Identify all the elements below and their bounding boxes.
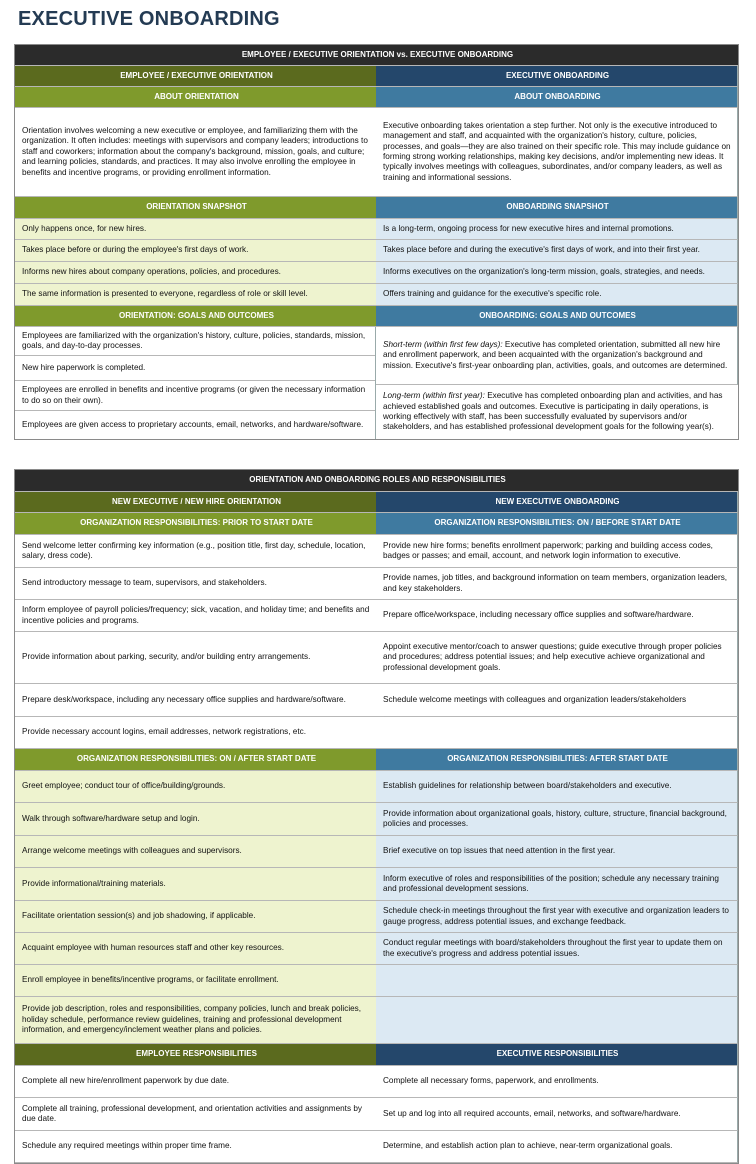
section-onboarding-snapshot: ONBOARDING SNAPSHOT xyxy=(376,197,738,219)
table-row: Inform employee of payroll policies/frequency; sick, vacation, and holiday time; and benefits and incentive policies and programs. xyxy=(15,600,376,632)
orientation-vs-onboarding-table xyxy=(14,44,739,440)
goals-left-list xyxy=(15,327,376,439)
table-row: Conduct regular meetings with board/stakeholders throughout the first year to update them on the executive's progress and address potential issues. xyxy=(376,933,738,965)
table-row: Set up and log into all required accounts, email, networks, and software/hardware. xyxy=(376,1098,738,1131)
table-row: The same information is presented to everyone, regardless of role or skill level. xyxy=(15,284,376,306)
short-term-label: Short-term (within first few days): xyxy=(383,339,503,349)
section-employee-responsibilities: EMPLOYEE RESPONSIBILITIES xyxy=(15,1044,376,1066)
table-row: Provide informational/training materials. xyxy=(15,868,376,901)
table-row xyxy=(376,717,738,749)
list-item: Employees are enrolled in benefits and incentive programs (or given the necessary information to do so on their own). xyxy=(15,381,375,411)
section-orientation-goals: ORIENTATION: GOALS AND OUTCOMES xyxy=(15,306,376,327)
table-row: Complete all training, professional development, and orientation activities and assignments by due date. xyxy=(15,1098,376,1131)
section-before-start: ORGANIZATION RESPONSIBILITIES: ON / BEFORE START DATE xyxy=(376,513,738,535)
about-orientation-text: Orientation involves welcoming a new executive or employee, and familiarizing them with the organization. It often includes: meetings with supervisors and company leaders; introductions to staff and coworkers; information about the company's background, mission, goals, and culture; and learning policies, standards, and practices. It may also involve enrolling the employee in benefits and incentive programs, or providing enrollment information. xyxy=(15,108,376,197)
about-onboarding-text: Executive onboarding takes orientation a step further. Not only is the executive introduced to management and staff, and acquainted with the organization's history, culture, policies, processes, and goals—they are also trained on their specific role. This may include guidance on forming strong working relationships, making key decisions, and/or implementing new ideas. It typically involves meetings with colleagues, subordinates, and/or company leaders, as well as training and informational sessions. xyxy=(376,108,738,197)
table-row: Schedule check-in meetings throughout the first year with executive and organization leaders to gauge progress, address potential issues, and exchange feedback. xyxy=(376,901,738,933)
table-row: Provide job description, roles and responsibilities, company policies, lunch and break policies, holiday schedule, performance review guidelines, training and professional development information, and emergency/inclement weather plans and policies. xyxy=(15,997,376,1044)
table-row: Provide information about parking, security, and/or building entry arrangements. xyxy=(15,632,376,684)
table-row: Is a long-term, ongoing process for new executive hires and internal promotions. xyxy=(376,219,738,240)
table-row: Complete all necessary forms, paperwork, and enrollments. xyxy=(376,1066,738,1098)
section-executive-responsibilities: EXECUTIVE RESPONSIBILITIES xyxy=(376,1044,738,1066)
table-row: Complete all new hire/enrollment paperwork by due date. xyxy=(15,1066,376,1098)
long-term-text: Executive has completed onboarding plan and activities, and has achieved established goals and outcomes. Executive is participating in daily operations, is working effectively with staff, has been successfully evaluated by supervisors and/or stakeholders, and has established professional development goals for the following year(s). xyxy=(383,391,723,432)
section-onboarding-goals: ONBOARDING: GOALS AND OUTCOMES xyxy=(376,306,738,327)
table-row: Send welcome letter confirming key information (e.g., position title, first day, schedule, location, salary, dress code). xyxy=(15,535,376,568)
table-row: Prepare office/workspace, including necessary office supplies and software/hardware. xyxy=(376,600,738,632)
table-row: Acquaint employee with human resources staff and other key resources. xyxy=(15,933,376,965)
goals-long-term xyxy=(376,385,738,439)
table-row: Inform executive of roles and responsibilities of the position; schedule any necessary training and professional development sessions. xyxy=(376,868,738,901)
goals-right-list xyxy=(376,327,738,439)
goals-short-term xyxy=(376,327,738,385)
list-item: Employees are given access to proprietary accounts, email, networks, and hardware/software. xyxy=(15,411,375,439)
section-orientation-snapshot: ORIENTATION SNAPSHOT xyxy=(15,197,376,219)
roles-responsibilities-table xyxy=(14,469,739,1164)
table-row: Appoint executive mentor/coach to answer questions; guide executive through proper policies and procedures; address potential issues; and help executive achieve organizational and professional development goals. xyxy=(376,632,738,684)
table-row: Greet employee; conduct tour of office/building/grounds. xyxy=(15,771,376,803)
col-header-onboarding: EXECUTIVE ONBOARDING xyxy=(376,66,738,87)
table2-title: ORIENTATION AND ONBOARDING ROLES AND RESPONSIBILITIES xyxy=(15,470,738,492)
table-row: Only happens once, for new hires. xyxy=(15,219,376,240)
col-header-onboarding: NEW EXECUTIVE ONBOARDING xyxy=(376,492,738,513)
section-about-onboarding: ABOUT ONBOARDING xyxy=(376,87,738,108)
table-row: Prepare desk/workspace, including any necessary office supplies and hardware/software. xyxy=(15,684,376,717)
table-row xyxy=(376,997,738,1044)
long-term-label: Long-term (within first year): xyxy=(383,391,485,401)
table-row: Provide names, job titles, and background information on team members, organization leaders, and key stakeholders. xyxy=(376,568,738,600)
table-row: Determine, and establish action plan to achieve, near-term organizational goals. xyxy=(376,1131,738,1163)
table-row: Provide necessary account logins, email addresses, network registrations, etc. xyxy=(15,717,376,749)
table-row: Establish guidelines for relationship between board/stakeholders and executive. xyxy=(376,771,738,803)
short-term-text: Executive has completed orientation, submitted all new hire and enrollment paperwork, and been acquainted with the organization's background and mission. Executive's first-year onboarding plan, activities, goals, and outcomes are determined. xyxy=(383,339,728,370)
section-about-orientation: ABOUT ORIENTATION xyxy=(15,87,376,108)
table-row xyxy=(376,965,738,997)
table-row: Offers training and guidance for the executive's specific role. xyxy=(376,284,738,306)
table-row: Informs new hires about company operations, policies, and procedures. xyxy=(15,262,376,284)
table-row: Arrange welcome meetings with colleagues and supervisors. xyxy=(15,836,376,868)
section-after-start-left: ORGANIZATION RESPONSIBILITIES: ON / AFTER START DATE xyxy=(15,749,376,771)
list-item: New hire paperwork is completed. xyxy=(15,356,375,381)
section-prior-start: ORGANIZATION RESPONSIBILITIES: PRIOR TO START DATE xyxy=(15,513,376,535)
table1-title: EMPLOYEE / EXECUTIVE ORIENTATION vs. EXECUTIVE ONBOARDING xyxy=(15,45,738,66)
col-header-orientation: NEW EXECUTIVE / NEW HIRE ORIENTATION xyxy=(15,492,376,513)
table-row: Takes place before or during the employee's first days of work. xyxy=(15,240,376,262)
table-row: Informs executives on the organization's long-term mission, goals, strategies, and needs. xyxy=(376,262,738,284)
table-row: Facilitate orientation session(s) and job shadowing, if applicable. xyxy=(15,901,376,933)
list-item: Employees are familiarized with the organization's history, culture, policies, standards, mission, goals, and day-to-day processes. xyxy=(15,327,375,356)
table-row: Enroll employee in benefits/incentive programs, or facilitate enrollment. xyxy=(15,965,376,997)
section-after-start-right: ORGANIZATION RESPONSIBILITIES: AFTER START DATE xyxy=(376,749,738,771)
table-row: Provide information about organizational goals, history, culture, structure, financial background, policies and processes. xyxy=(376,803,738,836)
col-header-orientation: EMPLOYEE / EXECUTIVE ORIENTATION xyxy=(15,66,376,87)
table-row: Takes place before and during the executive's first days of work, and into their first year. xyxy=(376,240,738,262)
table-row: Provide new hire forms; benefits enrollment paperwork; parking and building access codes, badges or passes; and email, account, and network login information to executive. xyxy=(376,535,738,568)
table-row: Schedule welcome meetings with colleagues and organization leaders/stakeholders xyxy=(376,684,738,717)
page-title: EXECUTIVE ONBOARDING xyxy=(18,8,280,30)
table-row: Schedule any required meetings within proper time frame. xyxy=(15,1131,376,1163)
table-row: Brief executive on top issues that need attention in the first year. xyxy=(376,836,738,868)
table-row: Walk through software/hardware setup and login. xyxy=(15,803,376,836)
table-row: Send introductory message to team, supervisors, and stakeholders. xyxy=(15,568,376,600)
